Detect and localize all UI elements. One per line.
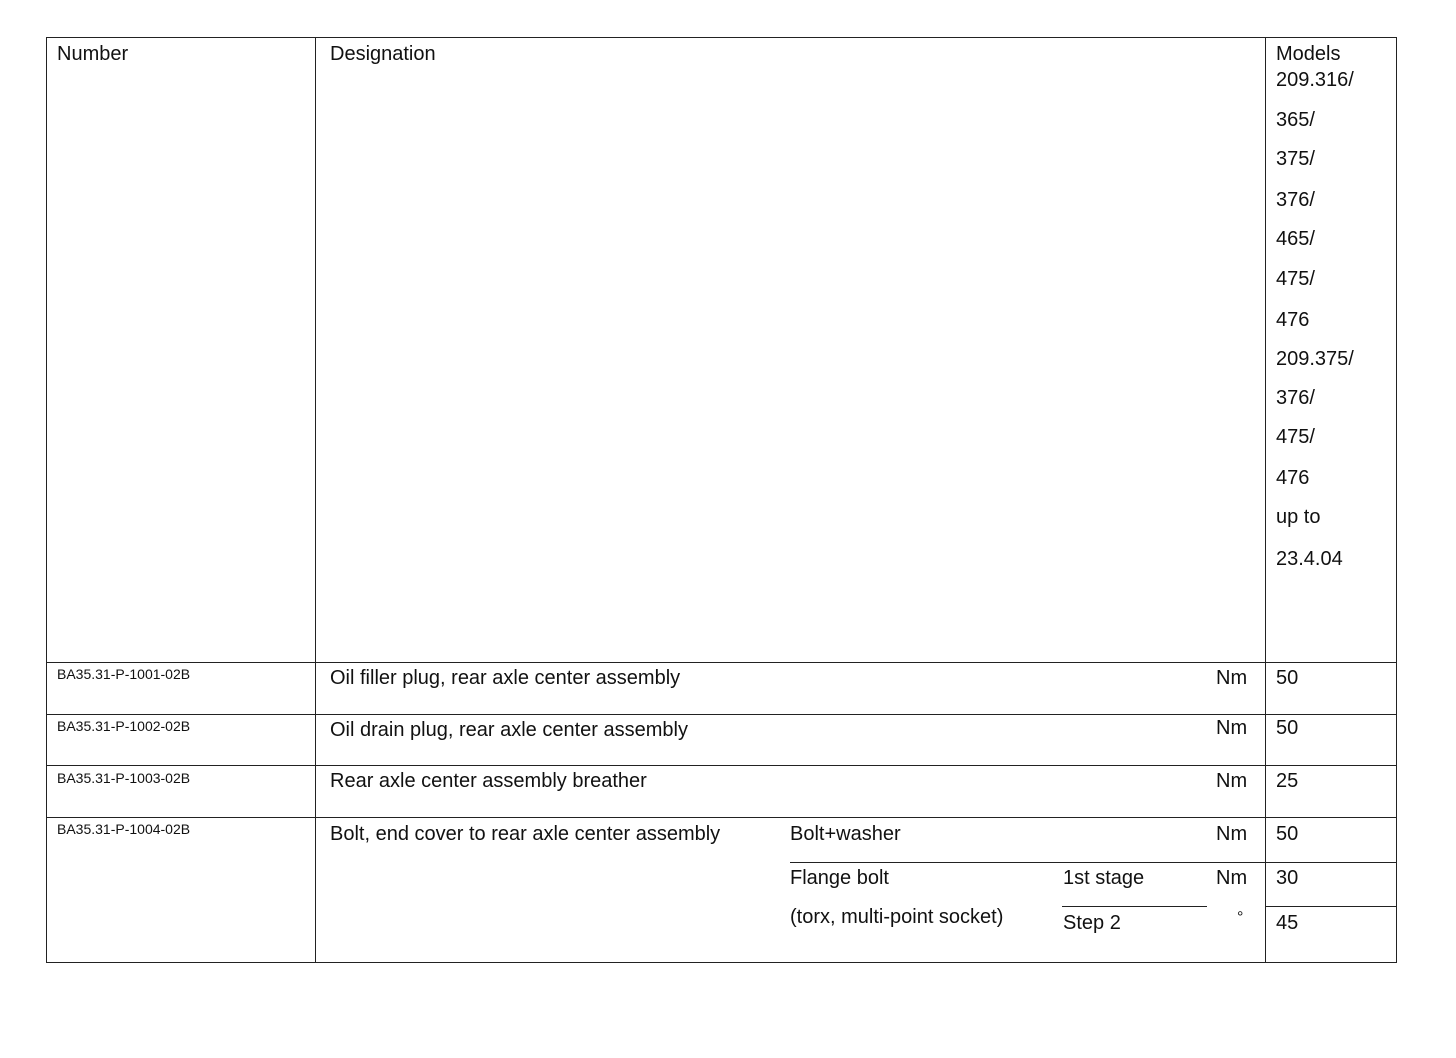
sub-stage: 1st stage [1063,867,1145,889]
row-value: 25 [1276,770,1299,792]
model-item: 465/ [1276,228,1315,250]
model-item: 476 [1276,309,1310,331]
header-number: Number [57,43,129,65]
model-item: 475/ [1276,268,1315,290]
sub-unit: Nm [1216,867,1248,889]
sub-divider-2b [1265,906,1397,907]
col-divider-1 [315,37,316,963]
model-item: 476 [1276,467,1310,489]
sub-value: 45 [1276,912,1299,934]
row-designation: Bolt, end cover to rear axle center assembly [330,823,721,845]
sub-label-torx: (torx, multi-point socket) [790,906,1004,928]
row-designation: Oil filler plug, rear axle center assembly [330,667,681,689]
header-designation: Designation [330,43,436,65]
row-divider-3 [46,765,1397,766]
col-divider-2 [1265,37,1266,963]
row-divider-4 [46,817,1397,818]
row-number: BA35.31-P-1003-02B [57,770,191,786]
model-item: 209.316/ [1276,69,1354,91]
row-unit: Nm [1216,770,1248,792]
row-divider-1 [46,662,1397,663]
row-designation: Oil drain plug, rear axle center assembly [330,719,688,741]
sub-value: 50 [1276,823,1299,845]
sub-label-bolt-washer: Bolt+washer [790,823,901,845]
model-item: 475/ [1276,426,1315,448]
row-number: BA35.31-P-1002-02B [57,718,191,734]
model-item: 376/ [1276,189,1315,211]
model-item: 365/ [1276,109,1315,131]
row-designation: Rear axle center assembly breather [330,770,647,792]
model-item: 375/ [1276,148,1315,170]
sub-divider-1 [790,862,1397,863]
row-value: 50 [1276,717,1299,739]
row-number: BA35.31-P-1001-02B [57,666,191,682]
row-unit: Nm [1216,667,1248,689]
row-value: 50 [1276,667,1299,689]
row-unit: Nm [1216,717,1248,739]
torque-table [46,37,1397,963]
row-divider-2 [46,714,1397,715]
sub-label-flange-bolt: Flange bolt [790,867,889,889]
model-item: up to [1276,506,1321,528]
sub-stage: Step 2 [1063,912,1121,934]
sub-unit: Nm [1216,823,1248,845]
degree-unit: ° [1237,909,1244,926]
row-number: BA35.31-P-1004-02B [57,821,191,837]
model-item: 23.4.04 [1276,548,1343,570]
model-item: 209.375/ [1276,348,1354,370]
sub-value: 30 [1276,867,1299,889]
header-models: Models [1276,43,1341,65]
sub-divider-2a [1062,906,1207,907]
model-item: 376/ [1276,387,1315,409]
